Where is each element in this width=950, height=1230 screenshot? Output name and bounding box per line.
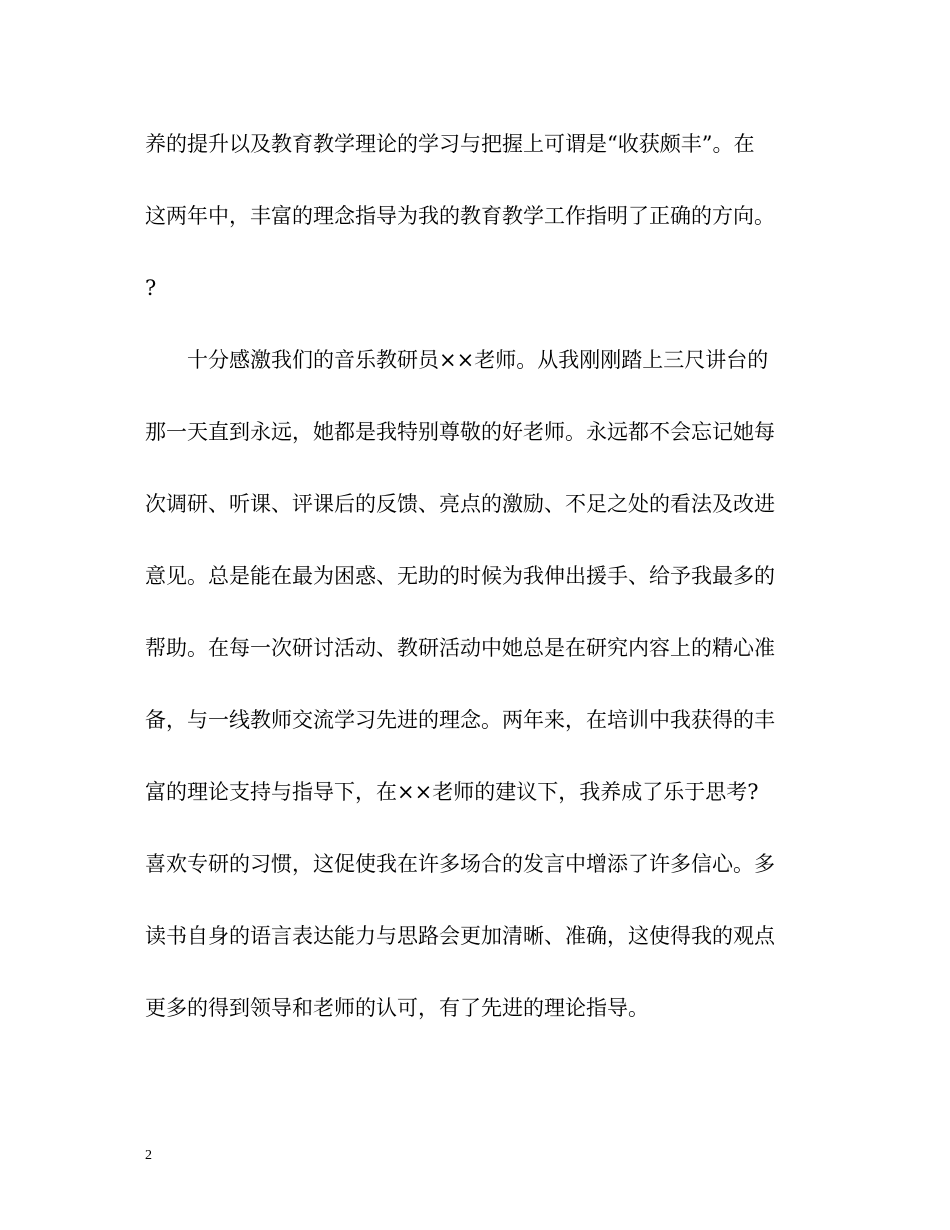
text-line: ?	[145, 276, 157, 300]
text-line: 养的提升以及教育教学理论的学习与把握上可谓是“收获颇丰”。在	[145, 132, 755, 156]
text-line: 读书自身的语言表达能力与思路会更加清晰、准确，这使得我的观点	[145, 924, 775, 948]
body-text	[145, 122, 805, 1058]
paragraph-first-line: 十分感激我们的音乐教研员××老师。从我刚刚踏上三尺讲台的	[187, 348, 769, 372]
text-line: 那一天直到永远，她都是我特别尊敬的好老师。永远都不会忘记她每	[145, 420, 775, 444]
page-number: 2	[145, 1148, 152, 1163]
text-line: 富的理论支持与指导下，在××老师的建议下，我养成了乐于思考?	[145, 780, 759, 804]
text-line: 备，与一线教师交流学习先进的理念。两年来，在培训中我获得的丰	[145, 708, 775, 732]
text-line: 这两年中，丰富的理念指导为我的教育教学工作指明了正确的方向。	[145, 204, 775, 228]
text-line: 帮助。在每一次研讨活动、教研活动中她总是在研究内容上的精心准	[145, 636, 775, 660]
text-line: 意见。总是能在最为困惑、无助的时候为我伸出援手、给予我最多的	[145, 564, 775, 588]
text-line: 喜欢专研的习惯，这促使我在许多场合的发言中增添了许多信心。多	[145, 852, 775, 876]
text-line: 更多的得到领导和老师的认可，有了先进的理论指导。	[145, 996, 649, 1020]
text-line: 次调研、听课、评课后的反馈、亮点的激励、不足之处的看法及改进	[145, 492, 775, 516]
